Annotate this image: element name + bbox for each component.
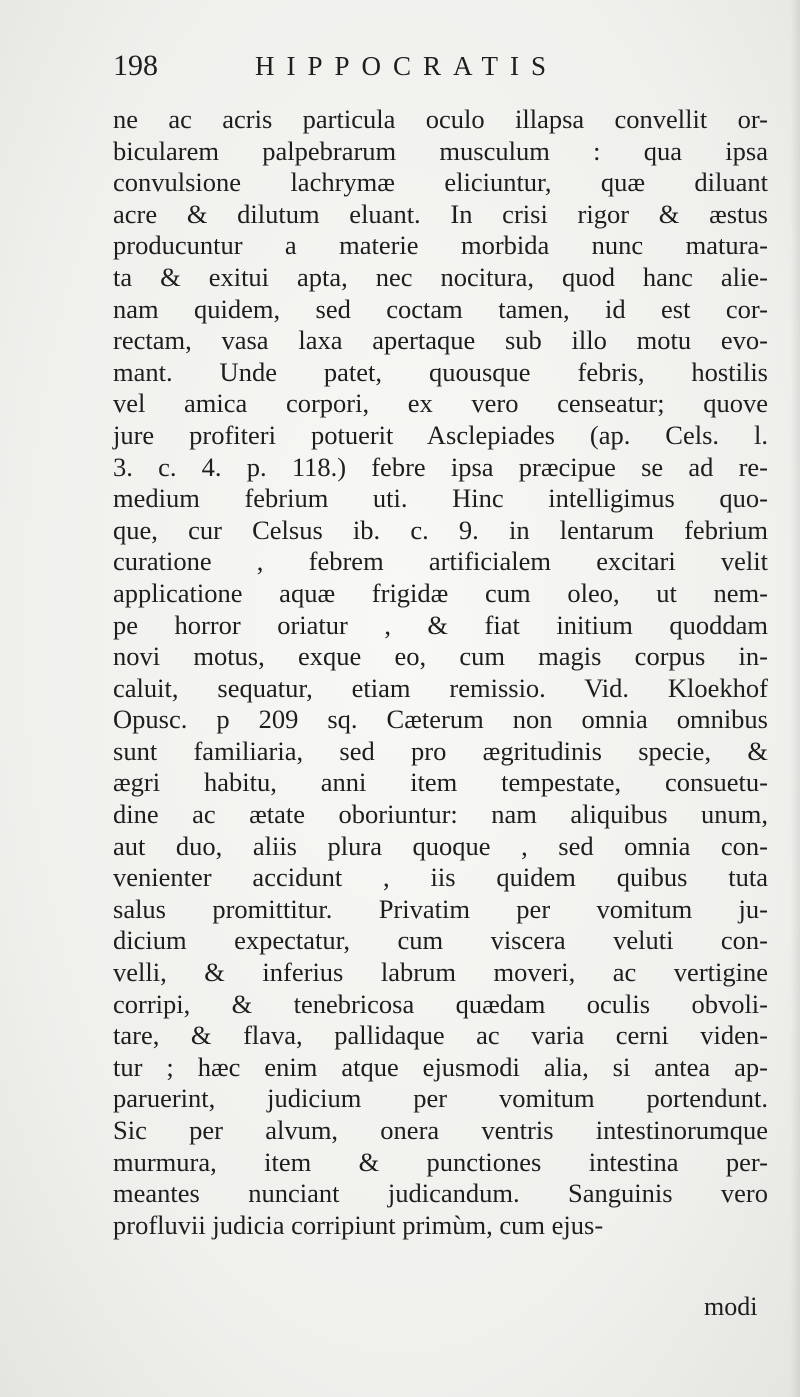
text-line: murmura, item & punctiones intestina per-: [113, 1146, 768, 1177]
text-line: sunt familiaria, sed pro ægritudinis specie, &: [113, 735, 768, 766]
text-line: tare, & flava, pallidaque ac varia cerni viden-: [113, 1020, 768, 1051]
text-line: dine ac ætate oboriuntur: nam aliquibus unum,: [113, 799, 768, 830]
text-line: producuntur a materie morbida nunc matura-: [113, 230, 768, 261]
text-line: novi motus, exque eo, cum magis corpus in-: [113, 641, 768, 672]
page-header: [113, 46, 633, 86]
text-line: Opusc. p 209 sq. Cæterum non omnia omnibus: [113, 704, 768, 735]
text-line: paruerint, judicium per vomitum portendunt.: [113, 1083, 768, 1114]
text-line: 3. c. 4. p. 118.) febre ipsa præcipue se ad re-: [113, 451, 768, 482]
text-line: que, cur Celsus ib. c. 9. in lentarum febrium: [113, 514, 768, 545]
text-line: venienter accidunt , iis quidem quibus tuta: [113, 862, 768, 893]
text-line: applicatione aquæ frigidæ cum oleo, ut nem-: [113, 577, 768, 608]
text-line: caluit, sequatur, etiam remissio. Vid. Kloekhof: [113, 672, 768, 703]
text-line: meantes nunciant judicandum. Sanguinis vero: [113, 1178, 768, 1209]
text-line: ta & exitui apta, nec nocitura, quod hanc alie-: [113, 261, 768, 292]
catchword: modi: [704, 1292, 758, 1321]
body-text: [113, 104, 768, 1241]
text-line: tur ; hæc enim atque ejusmodi alia, si antea ap-: [113, 1051, 768, 1082]
text-line: rectam, vasa laxa apertaque sub illo motu evo-: [113, 325, 768, 356]
page-edge-shadow: [790, 0, 800, 1397]
text-line: jure profiteri potuerit Asclepiades (ap. Cels. l.: [113, 419, 768, 450]
text-line: corripi, & tenebricosa quædam oculis obvoli-: [113, 988, 768, 1019]
text-line: velli, & inferius labrum moveri, ac vertigine: [113, 957, 768, 988]
running-title: HIPPOCRATIS: [255, 51, 559, 81]
text-line: ægri habitu, anni item tempestate, consuetu-: [113, 767, 768, 798]
text-line: ne ac acris particula oculo illapsa convellit or-: [113, 104, 768, 134]
text-line: dicium expectatur, cum viscera veluti con-: [113, 925, 768, 956]
text-line: mant. Unde patet, quousque febris, hostilis: [113, 356, 768, 387]
text-line: aut duo, aliis plura quoque , sed omnia con-: [113, 830, 768, 861]
text-line: vel amica corpori, ex vero censeatur; quove: [113, 388, 768, 419]
text-line: Sic per alvum, onera ventris intestinorumque: [113, 1115, 768, 1145]
page-number: 198: [113, 49, 158, 82]
text-line: convulsione lachrymæ eliciuntur, quæ diluant: [113, 167, 768, 198]
text-line: salus promittitur. Privatim per vomitum ju-: [113, 893, 768, 924]
text-line: nam quidem, sed coctam tamen, id est cor-: [113, 293, 768, 324]
text-line: pe horror oriatur , & fiat initium quoddam: [113, 609, 768, 640]
text-line: bicularem palpebrarum musculum : qua ipsa: [113, 135, 768, 166]
text-line: medium febrium uti. Hinc intelligimus quo-: [113, 483, 768, 514]
text-line: curatione , febrem artificialem excitari velit: [113, 546, 768, 577]
text-line: acre & dilutum eluant. In crisi rigor & æstus: [113, 198, 768, 229]
text-line: profluvii judicia corripiunt primùm, cum ejus-: [113, 1209, 604, 1240]
